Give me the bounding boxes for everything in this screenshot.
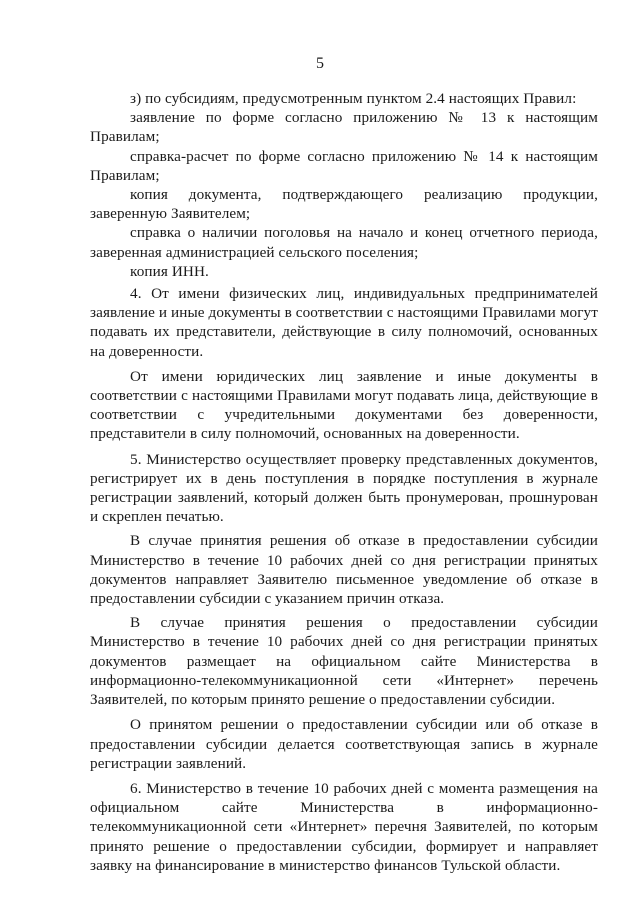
page-number: 5 xyxy=(316,55,324,72)
paragraph-refusal-decision: В случае принятия решения об отказе в предоставлении субсидии Министерство в течение 10 рабочих дней со дня регистрации принятых документов направляет Заявителю письменное уведомление об отказе в предоставлении субсидии с указанием причин отказа. xyxy=(90,532,598,608)
document-body xyxy=(90,89,598,875)
paragraph-inn-copy: копия ИНН. xyxy=(130,262,209,280)
paragraph-sales-document-copy: копия документа, подтверждающего реализацию продукции, заверенную Заявителем; xyxy=(90,186,598,223)
paragraph-livestock-certificate: справка о наличии поголовья на начало и конец отчетного периода, заверенная администрацией сельского поселения; xyxy=(90,224,598,261)
paragraph-section-5: 5. Министерство осуществляет проверку представленных документов, регистрирует их в день поступления в порядке поступления в журнале регистрации заявлений, который должен быть пронумерован, прошнурован и скреплен печатью. xyxy=(90,450,598,526)
paragraph-section-4: 4. От имени физических лиц, индивидуальных предпринимателей заявление и иные документы в соответствии с настоящими Правилами могут подавать их представители, действующие в силу полномочий, основанных на доверенности. xyxy=(90,285,598,360)
paragraph-calculation-certificate: справка-расчет по форме согласно приложению № 14 к настоящим Правилам; xyxy=(90,147,598,184)
paragraph-application-form: заявление по форме согласно приложению № 13 к настоящим Правилам; xyxy=(90,109,598,146)
paragraph-section-6: 6. Министерство в течение 10 рабочих дней с момента размещения на официальном сайте Министерства в информационно-телекоммуникационной сети «Интернет» перечня Заявителей, по которым принято решение о предоставлении субсидии, формирует и направляет заявку на финансирование в министерство финансов Тульской области. xyxy=(90,779,598,874)
paragraph-subsidy-2-4: з) по субсидиям, предусмотренным пунктом 2.4 настоящих Правил: xyxy=(130,90,577,107)
paragraph-grant-decision: В случае принятия решения о предоставлении субсидии Министерство в течение 10 рабочих дней со дня регистрации принятых документов размещает на официальном сайте Министерства в информационно-телекоммуникационной сети «Интернет» перечень Заявителей, по которым принято решение о предоставлении субсидии. xyxy=(90,614,598,709)
paragraph-legal-entities: От имени юридических лиц заявление и иные документы в соответствии с настоящими Правилами могут подавать лица, действующие в соответствии с учредительными документами без доверенности, представители в силу полномочий, основанных на доверенности. xyxy=(90,367,598,443)
paragraph-registry-record: О принятом решении о предоставлении субсидии или об отказе в предоставлении субсидии делается соответствующая запись в журнале регистрации заявлений. xyxy=(90,716,598,772)
